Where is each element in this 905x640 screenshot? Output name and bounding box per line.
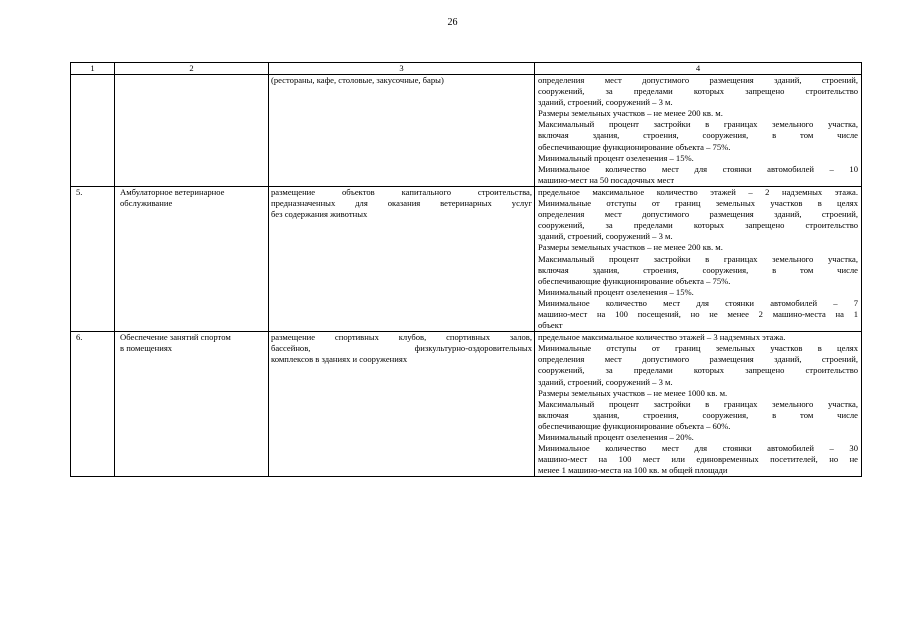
row-number-cell [71, 75, 115, 187]
parameter-line: Минимальное количество мест для стоянки автомобилей – 30 [538, 443, 858, 454]
description-line: размещение спортивных клубов, спортивных залов, [271, 332, 532, 343]
parameter-line: сооружений, за пределами которых запрещено строительство [538, 86, 858, 97]
use-type-description-cell [269, 332, 535, 477]
use-type-description-cell [269, 75, 535, 187]
regulations-table [70, 62, 862, 477]
parameter-line: определения мест допустимого размещения зданий, строений, [538, 209, 858, 220]
row-number-cell [71, 186, 115, 331]
parameter-line: включая здания, строения, сооружения, в том числе [538, 409, 858, 420]
use-type-name-line: в помещениях [120, 343, 173, 354]
parameter-line: Минимальный процент озеленения – 20%. [538, 432, 694, 442]
use-type-name-line: Амбулаторное ветеринарное [120, 186, 225, 197]
parameter-line: определения мест допустимого размещения зданий, строений, [538, 75, 858, 85]
parameter-line: машино-мест на 100 посещений, но не менее 2 машино-места на 1 [538, 308, 858, 319]
parameter-line: Минимальное количество мест для стоянки автомобилей – 10 [538, 163, 858, 174]
parameter-line: Размеры земельных участков – не менее 200 кв. м. [538, 108, 723, 119]
parameter-line: машино-мест на 50 посадочных мест [538, 174, 675, 185]
description-line: (рестораны, кафе, столовые, закусочные, бары) [271, 75, 444, 85]
parameter-line: обеспечивающие функционирование объекта – 75%. [538, 275, 731, 286]
description-line: размещение объектов капитального строительства, [271, 186, 532, 197]
column-header-4: 4 [535, 63, 862, 75]
description-line: предназначенных для оказания ветеринарных услуг [271, 198, 532, 209]
parameters-cell [535, 75, 862, 187]
parameter-line: сооружений, за пределами которых запрещено строительство [538, 220, 858, 231]
table-row [71, 186, 862, 331]
parameter-line: зданий, строений, сооружений – 3 м. [538, 231, 673, 242]
parameter-line: сооружений, за пределами которых запрещено строительство [538, 365, 858, 376]
parameter-line: Минимальное количество мест для стоянки автомобилей – 7 [538, 297, 858, 308]
row-number: 5. [76, 186, 83, 197]
page-number: 26 [447, 17, 458, 28]
column-header-3: 3 [269, 63, 535, 75]
row-number: 6. [76, 332, 83, 343]
parameter-line: менее 1 машино-места на 100 кв. м общей площади [538, 465, 728, 476]
parameters-cell [535, 332, 862, 477]
parameter-line: Максимальный процент застройки в границах земельного участка, [538, 119, 858, 130]
parameter-line: определения мест допустимого размещения зданий, строений, [538, 354, 858, 365]
table-header-row [71, 63, 862, 75]
parameter-line: зданий, строений, сооружений – 3 м. [538, 97, 673, 108]
description-line: комплексов в зданиях и сооружениях [271, 354, 408, 365]
parameter-line: обеспечивающие функционирование объекта – 60%. [538, 420, 731, 431]
use-type-name-cell [115, 332, 269, 477]
parameter-line: включая здания, строения, сооружения, в том числе [538, 264, 858, 275]
description-line: без содержания животных [271, 209, 368, 220]
parameter-line: Максимальный процент застройки в границах земельного участка, [538, 398, 858, 409]
row-number-cell [71, 332, 115, 477]
parameter-line: предельное максимальное количество этажей – 3 надземных этажа. [538, 332, 786, 343]
parameter-line: предельное максимальное количество этажей – 2 надземных этажа. [538, 186, 858, 197]
parameter-line: Минимальные отступы от границ земельных участков в целях [538, 198, 858, 209]
parameter-line: Максимальный процент застройки в границах земельного участка, [538, 253, 858, 264]
table-row [71, 332, 862, 477]
description-line: бассейнов, физкультурно-оздоровительных [271, 343, 532, 354]
use-type-name-cell [115, 75, 269, 187]
column-header-1: 1 [71, 63, 115, 75]
use-type-name-line: Обеспечение занятий спортом [120, 332, 231, 343]
use-type-name-line: обслуживание [120, 198, 173, 209]
parameters-cell [535, 186, 862, 331]
parameter-line: Минимальный процент озеленения – 15%. [538, 152, 694, 163]
parameter-line: Размеры земельных участков – не менее 200 кв. м. [538, 242, 723, 253]
parameter-line: включая здания, строения, сооружения, в том числе [538, 130, 858, 141]
parameter-line: Минимальный процент озеленения – 15%. [538, 286, 694, 297]
column-header-2: 2 [115, 63, 269, 75]
parameter-line: обеспечивающие функционирование объекта – 75%. [538, 141, 731, 152]
parameter-line: машино-мест на 100 мест или единовременных посетителей, но не [538, 454, 858, 465]
parameter-line: объект [538, 320, 563, 331]
parameter-line: Минимальные отступы от границ земельных участков в целях [538, 343, 858, 354]
parameter-line: зданий, строений, сооружений – 3 м. [538, 376, 673, 387]
use-type-name-cell [115, 186, 269, 331]
parameter-line: Размеры земельных участков – не менее 1000 кв. м. [538, 387, 728, 398]
use-type-description-cell [269, 186, 535, 331]
table-row [71, 75, 862, 187]
